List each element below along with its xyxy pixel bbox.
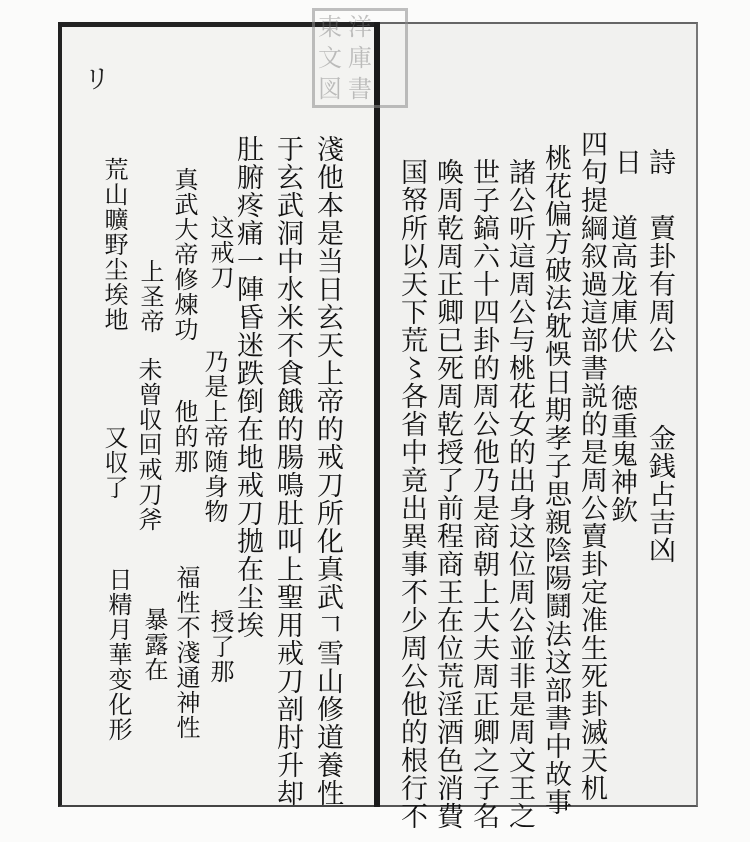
text-column: 授了那	[206, 609, 234, 684]
text-column: 世子鎬六十四卦的周公他乃是商朝上大夫周正卿之子名	[468, 158, 499, 830]
page-number: リ	[84, 65, 111, 95]
poem-line: 賣卦有周公	[644, 214, 675, 354]
book-spread	[58, 22, 698, 830]
text-column: 諸公听這周公与桃花女的出身这位周公並非是周文王之	[504, 158, 535, 830]
poem-line: 徳重鬼神欽	[606, 384, 637, 524]
text-column: 淺他本是当日玄天上帝的戒刀所化真武𠃍雪山修道養性	[312, 135, 343, 807]
text-column: 桃花偏方破法躭悞日期孝子思親陰陽鬪法这部書中故事	[540, 144, 571, 816]
text-column: 四句提綱叙過這部書説的是周公賣卦定准生死卦滅天机	[576, 130, 607, 802]
text-column: 又収了	[100, 425, 128, 500]
library-seal-stamp: 東 洋 文 庫 図 書	[312, 8, 408, 108]
text-column: 上圣帝	[136, 259, 164, 334]
poem-label: 詩	[644, 148, 675, 176]
text-column: 福性不淺通神性	[172, 565, 200, 740]
poem-line: 道高龙庫伏	[606, 214, 637, 354]
text-column: 这戒刀	[206, 215, 234, 290]
poem-line: 金銭占吉凶	[644, 424, 675, 564]
left-page	[58, 22, 378, 807]
text-column: 喚周乾周正卿已死周乾授了前程商王在位荒淫酒色消費	[432, 158, 463, 830]
text-column: 暴露在	[140, 607, 168, 682]
text-column: 于玄武洞中水米不食餓的腸鳴肚叫上聖用戒刀剖肘升却	[272, 135, 303, 807]
text-column: 未曾収回戒刀斧	[134, 357, 162, 532]
text-column: 真武大帝修煉功	[170, 167, 198, 342]
text-column: 乃是上帝随身物	[200, 349, 228, 524]
right-page	[380, 22, 698, 830]
yue-char: 日	[610, 148, 641, 176]
text-column: 国帑所以天下荒〻各省中竟出異事不少周公他的根行不	[396, 158, 427, 830]
text-column: 荒山曠野尘埃地	[100, 157, 128, 332]
text-column: 日精月華变化形	[104, 567, 132, 742]
text-column: 他的那	[170, 399, 198, 474]
text-column: 肚腑疼痛一陣昏迷跌倒在地戒刀拋在尘埃	[232, 135, 263, 639]
